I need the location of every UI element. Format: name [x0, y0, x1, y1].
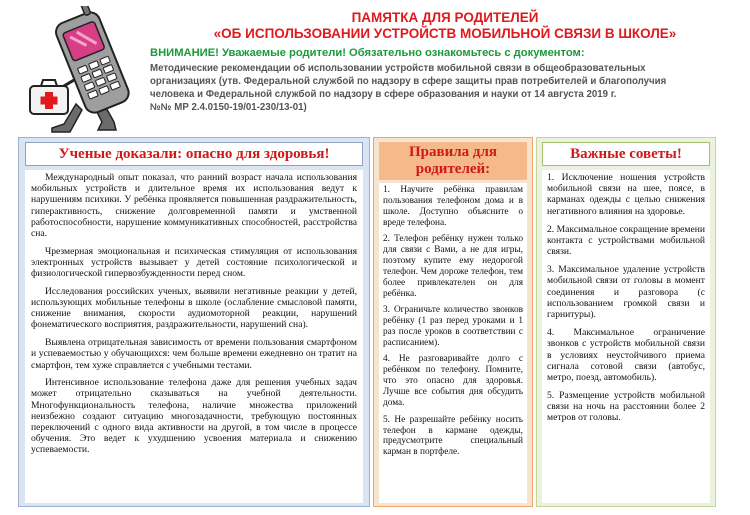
tip-item: 1. Исключение ношения устройств мобильной связи на шее, поясе, в карманах одежды с целью снижения негативного влияния на здоровье. — [547, 172, 705, 217]
scientists-column — [18, 137, 370, 507]
decree-line-1: Методические рекомендации об использовании устройств мобильной связи в общеобразовательных — [150, 63, 646, 74]
parent-rules-heading — [379, 142, 527, 180]
page-title — [150, 10, 740, 42]
tip-item: 4. Максимальное ограничение звонков с устройств мобильной связи в условиях неустойчивого приема сигнала сотовой связи (автобус, метро, поезд, автомобиль). — [547, 327, 705, 383]
decree-reference — [150, 62, 745, 114]
parent-rules-heading-line-2: родителей: — [415, 161, 491, 177]
title-line-2: «ОБ ИСПОЛЬЗОВАНИИ УСТРОЙСТВ МОБИЛЬНОЙ СВЯЗИ В ШКОЛЕ» — [213, 26, 677, 41]
scientists-paragraph: Интенсивное использование телефона даже для решения учебных задач может отрицательно сказываться на учебной деятельности. Многофункциональность телефона, наличие множества приложений неизбежно создают ситуацию многозадачности, требующую постоянных переключений с одного вида активности на другой, в том числе в процессе обучения. Это ведет к ухудшению усвоения материала и снижению успеваемости. — [31, 377, 357, 456]
mobile-phone-medic-mascot-icon — [24, 6, 142, 134]
scientists-paragraph: Выявлена отрицательная зависимость от времени пользования смартфоном и успеваемостью у обучающихся: чем больше времени ежедневно он тратит на смартфон, тем хуже справляется с учебными тестами. — [31, 337, 357, 371]
important-tips-panel — [542, 170, 710, 503]
title-line-1: ПАМЯТКА ДЛЯ РОДИТЕЛЕЙ — [351, 10, 539, 25]
parent-rule-item: 2. Телефон ребёнку нужен только для связи с Вами, а не для игры, поэтому купите ему недорогой телефон. Чем дороже телефон, тем более привлекателен он для ребёнка. — [383, 234, 523, 299]
scientists-heading: Ученые доказали: опасно для здоровья! — [25, 142, 363, 166]
parent-rule-item: 4. Не разговаривайте долго с ребёнком по телефону. Помните, что это опасно для здоровья. Лучше все события дня обсудить дома. — [383, 354, 523, 409]
parent-rules-heading-line-1: Правила для — [408, 144, 498, 160]
decree-line-3: человека и Федеральной службой по надзору в сфере образования и науки от 14 августа 2019 г. — [150, 89, 617, 100]
parent-rules-column — [373, 137, 533, 507]
scientists-paragraph: Международный опыт показал, что ранний возраст начала использования мобильных устройств и длительное время их использования ведут к нарушениям психики. У ребёнка проявляется повышенная раздражительность, гиперактивность, снижение долговременной памяти и умственной работоспособности, нарушение коммуникативных способностей, расстройства сна. — [31, 172, 357, 240]
attention-notice: ВНИМАНИЕ! Уважаемые родители! Обязательно ознакомьтесь с документом: — [150, 47, 585, 59]
tip-item: 2. Максимальное сокращение времени контакта с устройствами мобильной связи. — [547, 223, 705, 258]
parent-rule-item: 5. Не разрешайте ребёнку носить телефон в кармане одежды, предусмотрите специальный карман в портфеле. — [383, 414, 523, 458]
tip-item: 5. Размещение устройств мобильной связи на ночь на расстоянии более 2 метров от головы. — [547, 390, 705, 424]
parent-rule-item: 3. Ограничьте количество звонков ребёнку (1 раз перед уроками и 1 раз после уроков в соответствии с расписанием). — [383, 305, 523, 348]
tip-item: 3. Максимальное удаление устройств мобильной связи от головы в момент соединения и разговора (с использованием громкой связи и гарнитуры). — [547, 264, 705, 321]
scientists-paragraph: Исследования российских ученых, выявили негативные реакции у детей, использующих мобильные телефоны в школе (ослабление смысловой памяти, снижение внимания, скорости аудиомоторной реакции, нарушений фонематического восприятия, раздражительности, нарушений сна). — [31, 285, 357, 331]
decree-line-4: №№ МР 2.4.0150-19/01-230/13-01) — [150, 102, 307, 113]
important-tips-column — [536, 137, 716, 507]
decree-line-2: организациях (утв. Федеральной службой по надзору в сфере защиты прав потребителей и благополучия — [150, 76, 667, 87]
parent-rule-item: 1. Научите ребёнка правилам пользования телефоном дома и в школе. Доступно объясните о вреде телефона. — [383, 185, 523, 228]
parent-rules-panel — [379, 183, 527, 503]
scientists-paragraph: Чрезмерная эмоциональная и психическая стимуляция от использования электронных устройств вызывает у детей состояние психологической и физиологической гипервозбужденности перед сном. — [31, 245, 357, 280]
scientists-panel — [25, 170, 363, 503]
important-tips-heading: Важные советы! — [542, 142, 710, 166]
